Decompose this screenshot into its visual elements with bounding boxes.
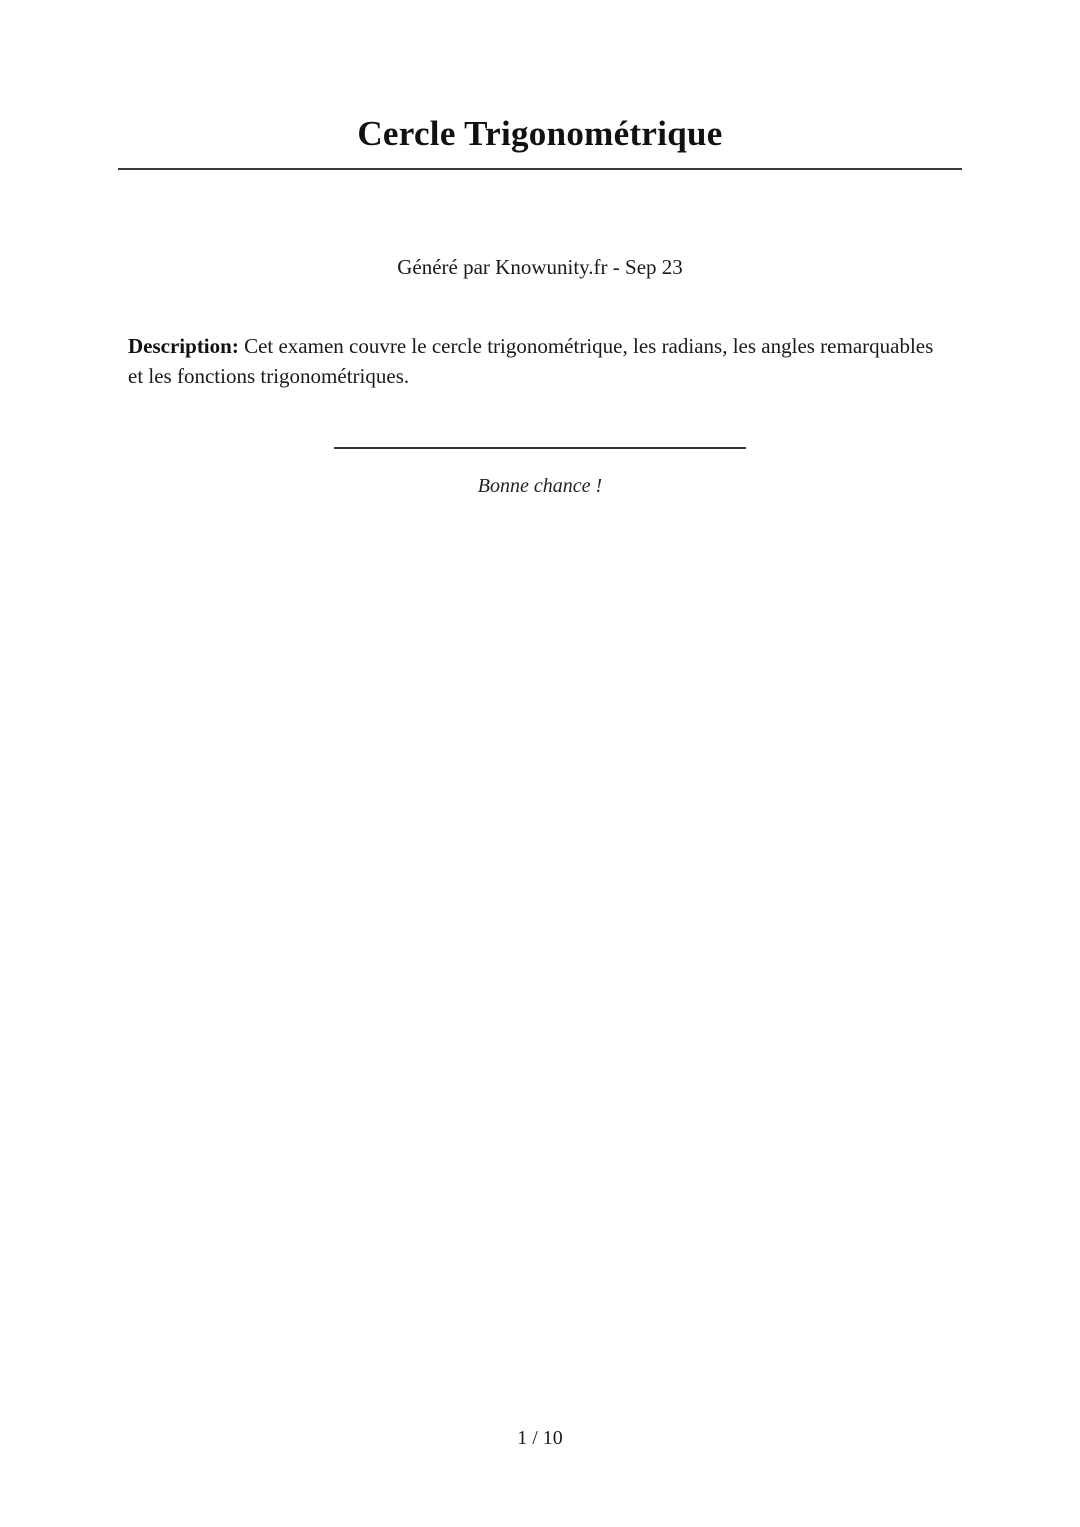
good-luck-text: Bonne chance !: [477, 475, 603, 497]
generated-by-line: Généré par Knowunity.fr - Sep 23: [397, 255, 683, 279]
title-divider: [118, 168, 962, 170]
page-title: Cercle Trigonométrique: [357, 114, 723, 153]
center-divider: [334, 447, 746, 449]
description-paragraph: [128, 331, 952, 391]
description-text: Cet examen couvre le cercle trigonométrique, les radians, les angles remarquables et les fonctions trigonométriques.: [128, 334, 934, 388]
page-number: 1 / 10: [517, 1427, 563, 1449]
page-content: [0, 0, 1080, 497]
description-label: Description:: [128, 334, 239, 358]
